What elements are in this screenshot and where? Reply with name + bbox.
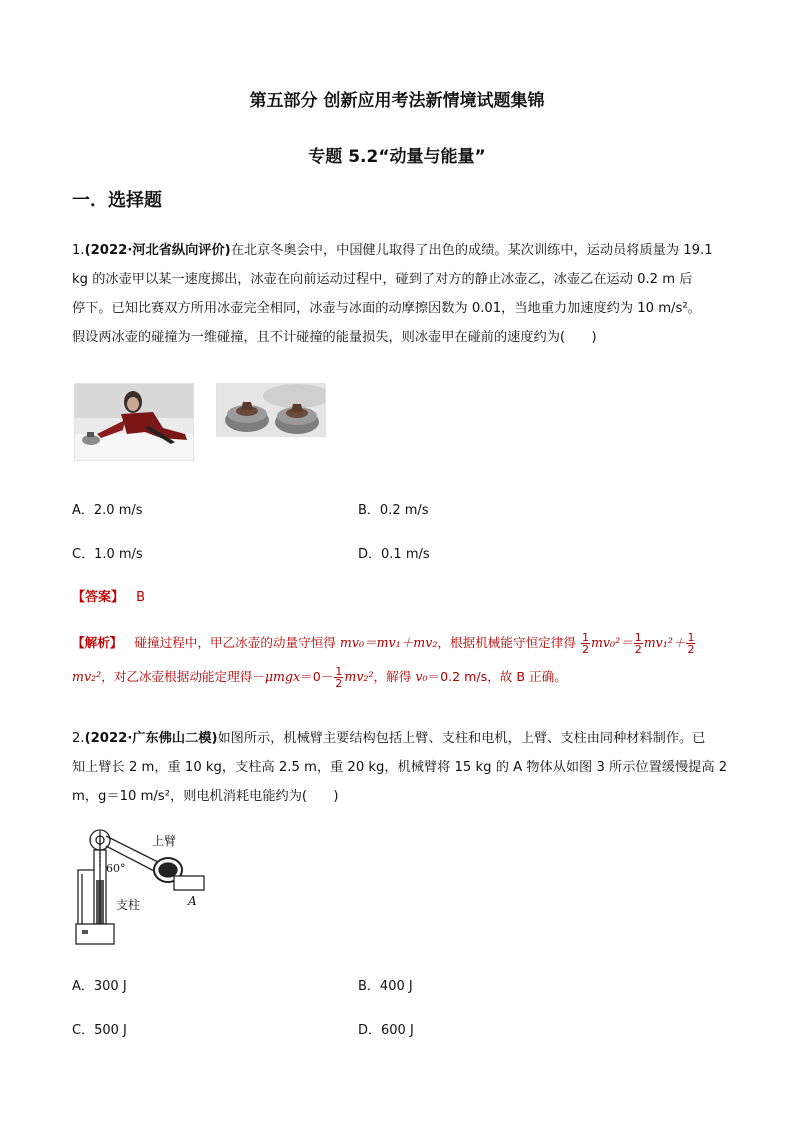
q1-source: (2022·河北省纵向评价): [84, 243, 231, 258]
q1-option-b: B．0.2 m/s: [358, 503, 429, 518]
q2-line-2: 知上臂长 2 m，重 10 kg，支柱高 2.5 m，重 20 kg，机械臂将 15 kg 的 A 物体从如图 3 所示位置缓慢提高 2: [72, 760, 728, 775]
upper-arm-label: 上臂: [152, 834, 177, 848]
q2-option-b: B．400 J: [358, 979, 413, 994]
q2-line-1: 如图所示，机械臂主要结构包括上臂、支柱和电机，上臂、支柱由同种材料制作。已: [217, 731, 706, 746]
q1-analysis: [72, 626, 732, 694]
q2-option-a: A．300 J: [72, 979, 127, 994]
fraction: [581, 632, 590, 655]
analysis-text: ＝0.2 m/s，故 B 正确。: [427, 669, 567, 684]
energy-term: mv₁²＋: [643, 635, 686, 650]
q1-line-3: 停下。已知比赛双方所用冰壶完全相同，冰壶与冰面的动摩擦因数为 0.01，当地重力加速度约为 10 m/s²。: [72, 301, 701, 316]
fraction-numerator: 1: [634, 631, 642, 644]
analysis-text: ，对乙冰壶根据动能定理得－: [101, 669, 265, 684]
q1-option-d: D．0.1 m/s: [358, 547, 430, 562]
answer-label: 【答案】: [72, 590, 125, 605]
section-heading: 一．选择题: [72, 190, 162, 211]
q1-answer: [72, 586, 145, 605]
fraction: [334, 666, 343, 689]
q2-line-3: m，g＝10 m/s²，则电机消耗电能约为( ): [72, 789, 339, 804]
pillar-label: 支柱: [116, 898, 141, 912]
analysis-text: ，解得: [373, 669, 416, 684]
answer-value: B: [136, 590, 146, 605]
q2-source: (2022·广东佛山二模): [84, 731, 218, 746]
fraction-denominator: 2: [335, 677, 343, 690]
object-a-label: A: [188, 894, 197, 908]
question-1: [72, 236, 724, 352]
q1-number: 1.: [72, 243, 85, 258]
part-title: 第五部分 创新应用考法新情境试题集锦: [249, 91, 545, 111]
q1-option-a: A．2.0 m/s: [72, 503, 143, 518]
question-2: [72, 724, 728, 811]
fraction-denominator: 2: [581, 643, 589, 656]
q2-option-c: C．500 J: [72, 1023, 127, 1038]
q1-option-c: C．1.0 m/s: [72, 547, 143, 562]
robot-arm-figure: [70, 826, 210, 950]
analysis-text: ＝0－: [300, 669, 334, 684]
fraction-numerator: 1: [335, 665, 343, 678]
friction-term: μmgx: [264, 669, 301, 684]
fraction-numerator: 1: [581, 631, 589, 644]
curling-stones-photo: [216, 383, 326, 437]
q1-line-4: 假设两冰壶的碰撞为一维碰撞，且不计碰撞的能量损失，则冰壶甲在碰前的速度约为( ): [72, 330, 597, 345]
fraction-numerator: 1: [687, 631, 695, 644]
q2-option-d: D．600 J: [358, 1023, 414, 1038]
fraction-denominator: 2: [687, 643, 695, 656]
curling-athlete-photo: [74, 383, 194, 461]
q1-line-1: 在北京冬奥会中，中国健儿取得了出色的成绩。某次训练中，运动员将质量为 19.1: [230, 243, 713, 258]
analysis-label: 【解析】: [72, 635, 123, 650]
velocity-term: v₀: [415, 669, 428, 684]
energy-term: mv₂²: [72, 669, 102, 684]
momentum-equation: mv₀＝mv₁＋mv₂: [339, 635, 438, 650]
topic-title: 专题 5.2“动量与能量”: [308, 147, 486, 167]
angle-label: 60°: [106, 862, 126, 875]
q1-line-2: kg 的冰壶甲以某一速度掷出，冰壶在向前运动过程中，碰到了对方的静止冰壶乙，冰壶乙在运动 0.2 m 后: [72, 272, 693, 287]
analysis-text: 碰撞过程中，甲乙冰壶的动量守恒得: [134, 635, 340, 650]
fraction-denominator: 2: [634, 643, 642, 656]
q2-number: 2.: [72, 731, 85, 746]
energy-term: mv₂²: [344, 669, 374, 684]
analysis-text: ，根据机械能守恒定律得: [437, 635, 580, 650]
fraction: [686, 632, 695, 655]
energy-term: mv₀²＝: [590, 635, 633, 650]
fraction: [634, 632, 643, 655]
